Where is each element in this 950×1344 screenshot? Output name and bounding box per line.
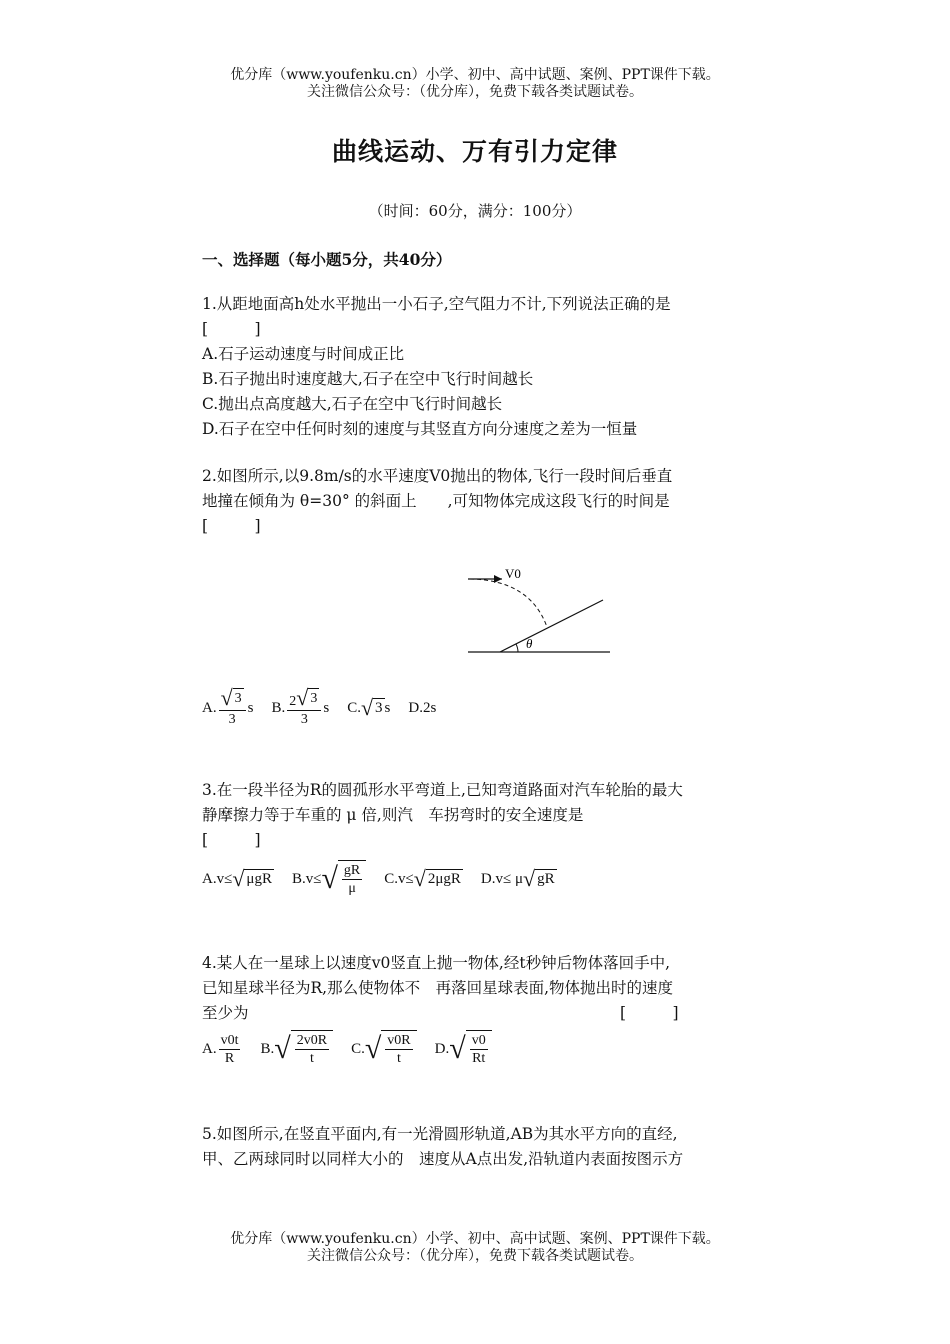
theta-label: θ <box>526 636 533 651</box>
q3-option-b: B.v≤ √ $\frac{gR}{\mu}$ <box>292 860 366 898</box>
q4-option-d: D. √ $\frac{v0}{Rt}$ <box>435 1030 492 1068</box>
q3-options <box>202 860 575 898</box>
q3-option-d: D.v≤ μ √ gR <box>480 866 555 891</box>
q4-option-a: A. $\frac{v0t}{R}$ <box>202 1032 239 1066</box>
velocity-arrowhead <box>494 575 502 583</box>
header-line-2: 关注微信公众号：（优分库），免费下载各类试题试卷。 <box>307 84 643 100</box>
v0-label: V0 <box>505 566 521 581</box>
q4-option-b: B. √ $\frac{2v0R}{t}$ <box>260 1030 333 1068</box>
q3-option-c: C.v≤ √ 2μgR <box>384 866 461 891</box>
q4-stem-1: 4.某人在一星球上以速度v0竖直上抛一物体,经t秒钟后物体落回手中, <box>202 954 670 972</box>
q4-options <box>202 1030 510 1068</box>
footer-line-2: 关注微信公众号：（优分库），免费下载各类试题试卷。 <box>307 1248 643 1264</box>
question-3 <box>202 778 812 853</box>
angle-arc <box>516 644 518 652</box>
q1-option-b: B.石子抛出时速度越大,石子在空中飞行时间越长 <box>202 370 534 388</box>
q3-stem-2: 静摩擦力等于车重的 μ 倍,则汽 车拐弯时的安全速度是 <box>202 806 584 824</box>
page-title: 曲线运动、万有引力定律 <box>331 137 618 166</box>
q4-stem-2: 已知星球半径为R,那么使物体不 再落回星球表面,物体抛出时的速度 <box>202 979 674 997</box>
q2-options <box>202 685 454 728</box>
q3-option-a: A.v≤ √ μgR <box>202 866 272 891</box>
q1-stem: 1.从距地面高h处水平抛出一小石子,空气阻力不计,下列说法正确的是 <box>202 295 671 313</box>
exam-info: （时间：60分，满分：100分） <box>368 202 582 220</box>
q2-stem-2: 地撞在倾角为 θ=30° 的斜面上 ,可知物体完成这段飞行的时间是 <box>202 492 670 510</box>
page-footer <box>0 1231 950 1265</box>
question-2 <box>202 464 812 539</box>
q3-bracket: [ ] <box>202 831 261 849</box>
q2-stem-1: 2.如图所示,以9.8m/s的水平速度V0抛出的物体,飞行一段时间后垂直 <box>202 467 673 485</box>
q4-stem-3: 至少为 <box>202 1004 249 1022</box>
q2-option-d: D.2s <box>408 699 437 716</box>
q1-option-d: D.石子在空中任何时刻的速度与其竖直方向分速度之差为一恒量 <box>202 420 638 438</box>
section-heading: 一、选择题（每小题5分，共40分） <box>202 250 452 269</box>
trajectory-path <box>470 579 547 627</box>
q3-stem-1: 3.在一段半径为R的圆孤形水平弯道上,已知弯道路面对汽车轮胎的最大 <box>202 781 683 799</box>
q5-stem-1: 5.如图所示,在竖直平面内,有一光滑圆形轨道,AB为其水平方向的直经, <box>202 1125 678 1143</box>
q2-option-a: A. √ 3 3 s <box>202 685 254 727</box>
footer-line-1: 优分库（www.youfenku.cn）小学、初中、高中试题、案例、PPT课件下载。 <box>230 1231 720 1247</box>
q2-bracket: [ ] <box>202 517 261 535</box>
question-5 <box>202 1122 812 1172</box>
question-4 <box>202 951 812 1026</box>
page-header <box>0 67 950 101</box>
q2-option-b: B. 2 √ 3 3 s <box>271 685 330 727</box>
q2-option-c: C. √ 3 s <box>347 695 391 720</box>
q5-stem-2: 甲、乙两球同时以同样大小的 速度从A点出发,沿轨道内表面按图示方 <box>202 1150 684 1168</box>
q1-option-c: C.抛出点高度越大,石子在空中飞行时间越长 <box>202 395 503 413</box>
q4-option-c: C. √ $\frac{v0R}{t}$ <box>351 1030 417 1068</box>
q1-bracket: [ ] <box>202 320 261 338</box>
incline-projectile-figure <box>460 558 620 658</box>
q4-bracket: [ ] <box>620 1004 679 1022</box>
question-1 <box>202 292 812 442</box>
q1-option-a: A.石子运动速度与时间成正比 <box>202 345 405 363</box>
header-line-1: 优分库（www.youfenku.cn）小学、初中、高中试题、案例、PPT课件下载。 <box>230 67 720 83</box>
incline-line <box>500 600 603 652</box>
